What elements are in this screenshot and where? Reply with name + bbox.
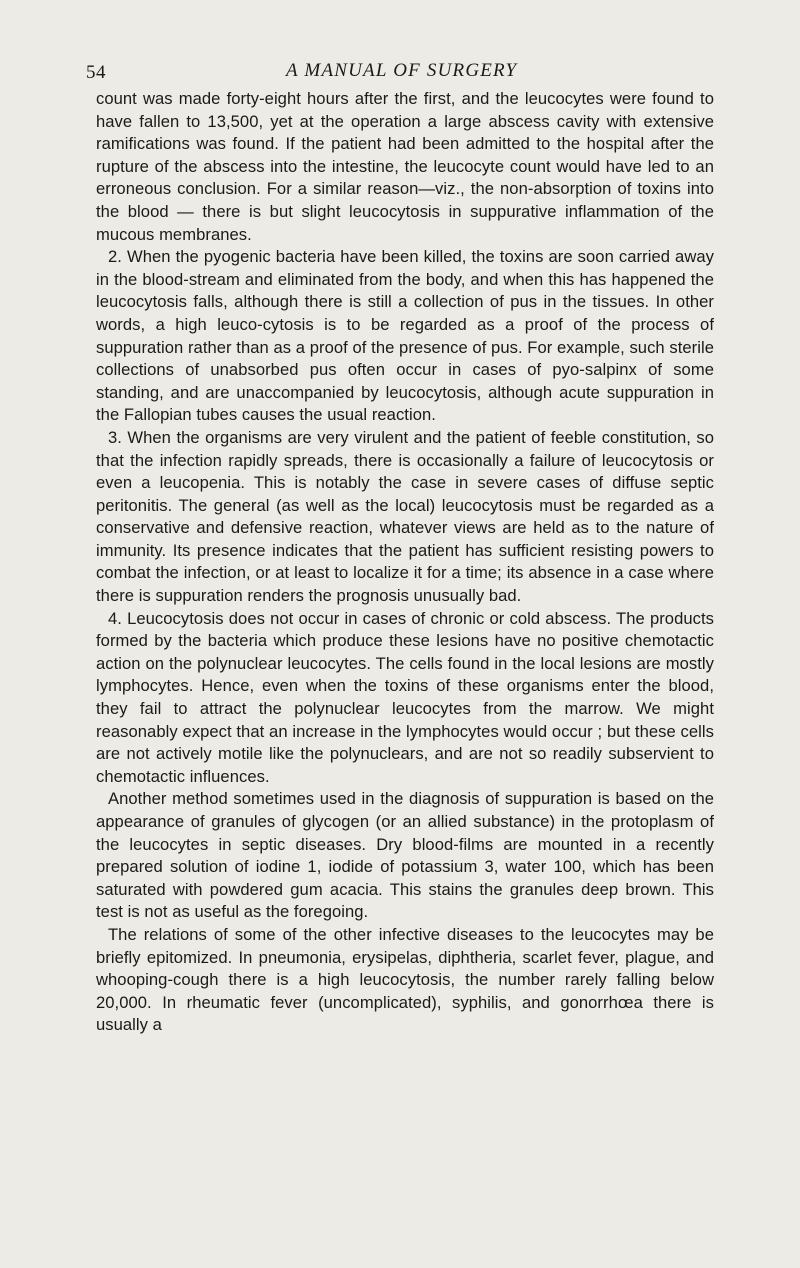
paragraph-continuation: count was made forty-eight hours after the first, and the leucocytes were found to have fallen to 13,500, yet at the operation a large abscess cavity with extensive ramifications was found. If the patient had been admitted to the hospital after the rupture of the abscess into the intestine, the leucocyte count would have led to an erroneous conclusion. For a similar reason—viz., the non-absorption of toxins into the blood — there is but slight leucocytosis in suppurative inflammation of the mucous membranes. bbox=[96, 89, 714, 244]
book-page bbox=[86, 60, 714, 1037]
body-text bbox=[96, 88, 714, 1037]
running-title: A MANUAL OF SURGERY bbox=[286, 60, 518, 81]
paragraph-point-3: 3. When the organisms are very virulent and the patient of feeble constitution, so that the infection rapidly spreads, there is occasionally a failure of leucocytosis or even a leucopenia. This is notably the case in severe cases of diffuse septic peritonitis. The general (as well as the local) leucocytosis must be regarded as a conservative and defensive reaction, whatever views are held as to the nature of immunity. Its presence indicates that the patient has sufficient resisting powers to combat the infection, or at least to localize it for a time; its absence in a case where there is suppuration renders the prognosis unusually bad. bbox=[96, 427, 714, 606]
paragraph-glycogen-method: Another method sometimes used in the diagnosis of suppuration is based on the appearance of granules of glycogen (or an allied substance) in the protoplasm of the leucocytes in septic diseases. Dry blood-films are mounted in a recently prepared solution of iodine 1, iodide of potassium 3, water 100, which has been saturated with powdered gum acacia. This stains the granules deep brown. This test is not as useful as the foregoing. bbox=[96, 789, 714, 922]
page-number: 54 bbox=[86, 62, 106, 83]
paragraph-other-diseases: The relations of some of the other infective diseases to the leucocytes may be briefly epitomized. In pneumonia, erysipelas, diphtheria, scarlet fever, plague, and whooping-cough there is a high leucocytosis, the number rarely falling below 20,000. In rheumatic fever (uncomplicated), syphilis, and gonorrhœa there is usually a bbox=[96, 924, 714, 1035]
paragraph-point-4: 4. Leucocytosis does not occur in cases of chronic or cold abscess. The products formed by the bacteria which produce these lesions have no positive chemotactic action on the polynuclear leucocytes. The cells found in the local lesions are mostly lymphocytes. Hence, even when the toxins of these organisms enter the blood, they fail to attract the polynuclear leucocytes from the marrow. We might reasonably expect that an increase in the lymphocytes would occur ; but these cells are not actively motile like the polynuclears, and are not so readily subservient to chemotactic influences. bbox=[96, 608, 714, 786]
paragraph-point-2: 2. When the pyogenic bacteria have been killed, the toxins are soon carried away in the blood-stream and eliminated from the body, and when this has happened the leucocytosis falls, although there is still a collection of pus in the tissues. In other words, a high leuco-cytosis is to be regarded as a proof of the process of suppuration rather than as a proof of the presence of pus. For example, such sterile collections of unabsorbed pus often occur in cases of pyo-salpinx of some standing, and are unaccompanied by leucocytosis, although acute suppuration in the Fallopian tubes causes the usual reaction. bbox=[96, 247, 714, 425]
running-head bbox=[86, 60, 714, 84]
